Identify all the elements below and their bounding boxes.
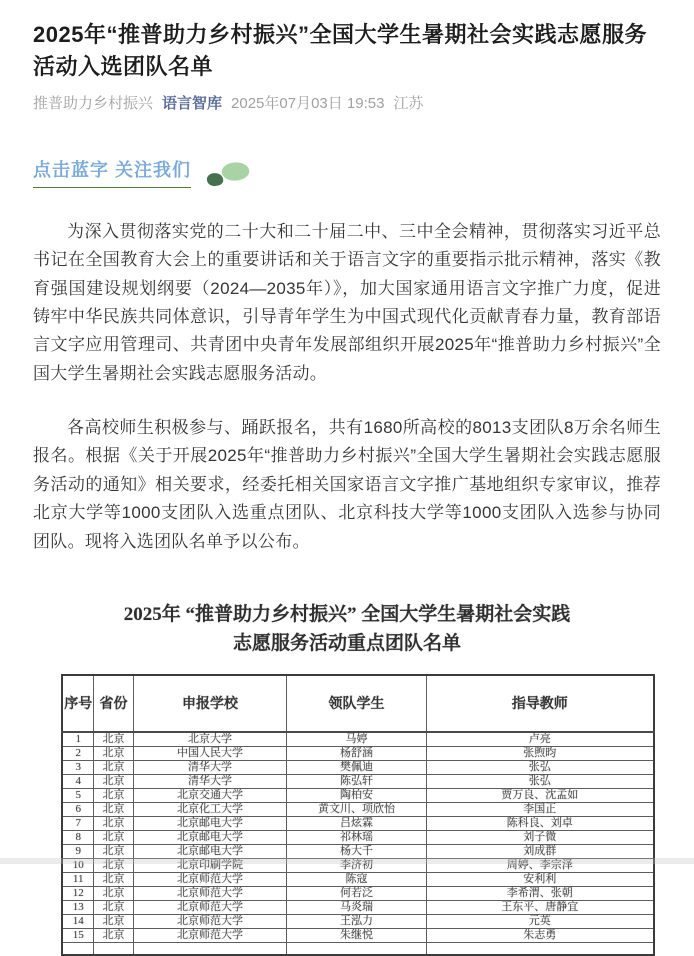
cell-teacher: 李希渭、张朝: [426, 886, 654, 900]
table-row: [62, 872, 654, 886]
follow-us-link[interactable]: 点击蓝字 关注我们: [33, 156, 191, 188]
cell-student: 陈寇: [287, 872, 426, 886]
cell-student: 樊佩迪: [287, 760, 426, 774]
cell-student: 陶柏安: [287, 788, 426, 802]
cell-school: 北京师范大学: [133, 928, 287, 942]
cell-index: 12: [62, 886, 94, 900]
cell-teacher: 卢亮: [426, 732, 654, 747]
cell-student: 马婷: [287, 732, 426, 747]
table-row: [62, 788, 654, 802]
cell-province: 北京: [94, 858, 133, 872]
cell-teacher: 刘子微: [426, 830, 654, 844]
cell-province: 北京: [94, 760, 133, 774]
table-row: [62, 732, 654, 747]
cell-school: 北京化工大学: [133, 802, 287, 816]
cell-teacher: 周婷、李宗泽: [426, 858, 654, 872]
cell-school: 北京师范大学: [133, 914, 287, 928]
follow-banner: [33, 156, 661, 188]
cell-school: 北京交通大学: [133, 788, 287, 802]
cell-school: 北京师范大学: [133, 900, 287, 914]
cell-teacher: 张弘: [426, 760, 654, 774]
publish-datetime: 2025年07月03日 19:53: [231, 94, 385, 112]
cell-school: 北京师范大学: [133, 872, 287, 886]
cell-index: 1: [62, 732, 94, 747]
byline: [33, 92, 661, 113]
cell-index: 3: [62, 760, 94, 774]
cell-student: 祁林瑶: [287, 830, 426, 844]
cell-index: 15: [62, 928, 94, 942]
cell-province: 北京: [94, 900, 133, 914]
table-header-row: [62, 675, 654, 732]
table-title-line1: 2025年 “推普助力乡村振兴” 全国大学生暑期社会实践: [123, 603, 571, 625]
table-row: [62, 886, 654, 900]
cell-index: 8: [62, 830, 94, 844]
cell-teacher: 贾万良、沈孟如: [426, 788, 654, 802]
cell-province: 北京: [94, 746, 133, 760]
table-row: [62, 928, 654, 942]
cell-school: 北京大学: [133, 732, 287, 747]
cell-province: 北京: [94, 788, 133, 802]
cell-index: 14: [62, 914, 94, 928]
article-paragraph: 为深入贯彻落实党的二十大和二十届二中、三中全会精神，贯彻落实习近平总书记在全国教育大会上的重要讲话和关于语言文字的重要指示批示精神，落实《教育强国建设规划纲要（2024—2035年）》，加大国家通用语言文字推广力度，促进铸牢中华民族共同体意识，引导青年学生为中国式现代化贡献青春力量，教育部语言文字应用管理司、共青团中央青年发展部组织开展2025年“推普助力乡村振兴”全国大学生暑期社会实践志愿服务活动。: [33, 221, 661, 383]
cell-student: 马炎瑞: [287, 900, 426, 914]
col-header-province: 省份: [94, 675, 133, 732]
article-title: 2025年“推普助力乡村振兴”全国大学生暑期社会实践志愿服务活动入选团队名单: [33, 22, 647, 79]
cell-province: 北京: [94, 830, 133, 844]
cell-school: 北京邮电大学: [133, 844, 287, 858]
cell-teacher: 元英: [426, 914, 654, 928]
table-row: [62, 802, 654, 816]
cell-index: 2: [62, 746, 94, 760]
cell-index: 6: [62, 802, 94, 816]
cell-student: 吕炫霖: [287, 816, 426, 830]
cell-school: 清华大学: [133, 774, 287, 788]
roster-table: [61, 674, 655, 956]
table-row: [62, 900, 654, 914]
cell-student: 陈弘轩: [287, 774, 426, 788]
cell-teacher: 朱志勇: [426, 928, 654, 942]
article-paragraph: 各高校师生积极参与、踊跃报名，共有1680所高校的8013支团队8万余名师生报名。根据《关于开展2025年“推普助力乡村振兴”全国大学生暑期社会实践志愿服务活动的通知》相关要求，经委托相关国家语言文字推广基地组织专家审议，推荐北京大学等1000支团队入选重点团队、北京科技大学等1000支团队入选参与协同团队。现将入选团队名单予以公布。: [33, 418, 661, 551]
col-header-index: 序号: [62, 675, 94, 732]
cell-teacher: 王东平、唐静宜: [426, 900, 654, 914]
cell-province: 北京: [94, 774, 133, 788]
cell-province: 北京: [94, 732, 133, 747]
cell-index: 7: [62, 816, 94, 830]
cell-index: 13: [62, 900, 94, 914]
cell-teacher: 安利利: [426, 872, 654, 886]
publish-location: 江苏: [393, 94, 424, 112]
cell-province: 北京: [94, 914, 133, 928]
table-row-clipped: [62, 942, 654, 955]
cell-student: 黄文川、项欣怡: [287, 802, 426, 816]
col-header-student: 领队学生: [287, 675, 426, 732]
cell-province: 北京: [94, 802, 133, 816]
cell-student: 朱继悦: [287, 928, 426, 942]
article-page: [0, 19, 694, 956]
cell-teacher: 张弘: [426, 774, 654, 788]
cell-school: 北京印刷学院: [133, 858, 287, 872]
article-body: [33, 218, 661, 556]
table-row: [62, 844, 654, 858]
table-row: [62, 774, 654, 788]
cell-province: 北京: [94, 928, 133, 942]
cell-school: 北京师范大学: [133, 886, 287, 900]
cell-teacher: 刘成群: [426, 844, 654, 858]
cell-school: 中国人民大学: [133, 746, 287, 760]
cell-index: 4: [62, 774, 94, 788]
cell-province: 北京: [94, 816, 133, 830]
table-row: [62, 830, 654, 844]
roster-table-image: [33, 600, 661, 956]
cell-student: 王泓力: [287, 914, 426, 928]
cell-province: 北京: [94, 886, 133, 900]
table-row: [62, 746, 654, 760]
cell-province: 北京: [94, 872, 133, 886]
table-row: [62, 914, 654, 928]
cell-index: 10: [62, 858, 94, 872]
col-header-school: 申报学校: [133, 675, 287, 732]
cell-index: 5: [62, 788, 94, 802]
cell-school: 北京邮电大学: [133, 816, 287, 830]
byline-topic: 推普助力乡村振兴: [33, 94, 154, 112]
table-row: [62, 816, 654, 830]
cell-student: 李济初: [287, 858, 426, 872]
cell-teacher: 陈科良、刘卓: [426, 816, 654, 830]
cell-student: 何若泛: [287, 886, 426, 900]
cell-index: 11: [62, 872, 94, 886]
sprout-leaves-icon: [207, 162, 249, 188]
cell-province: 北京: [94, 844, 133, 858]
cell-school: 北京邮电大学: [133, 830, 287, 844]
cell-school: 清华大学: [133, 760, 287, 774]
cell-teacher: 张煦昀: [426, 746, 654, 760]
table-row: [62, 760, 654, 774]
cell-student: 杨舒涵: [287, 746, 426, 760]
table-title-line2: 志愿服务活动重点团队名单: [232, 633, 461, 655]
image-bottom-edge: [0, 858, 694, 864]
leaf-light-icon: [220, 158, 252, 184]
account-name-link[interactable]: 语言智库: [162, 94, 223, 112]
col-header-teacher: 指导教师: [426, 675, 654, 732]
cell-index: 9: [62, 844, 94, 858]
cell-teacher: 李国正: [426, 802, 654, 816]
cell-student: 杨大千: [287, 844, 426, 858]
